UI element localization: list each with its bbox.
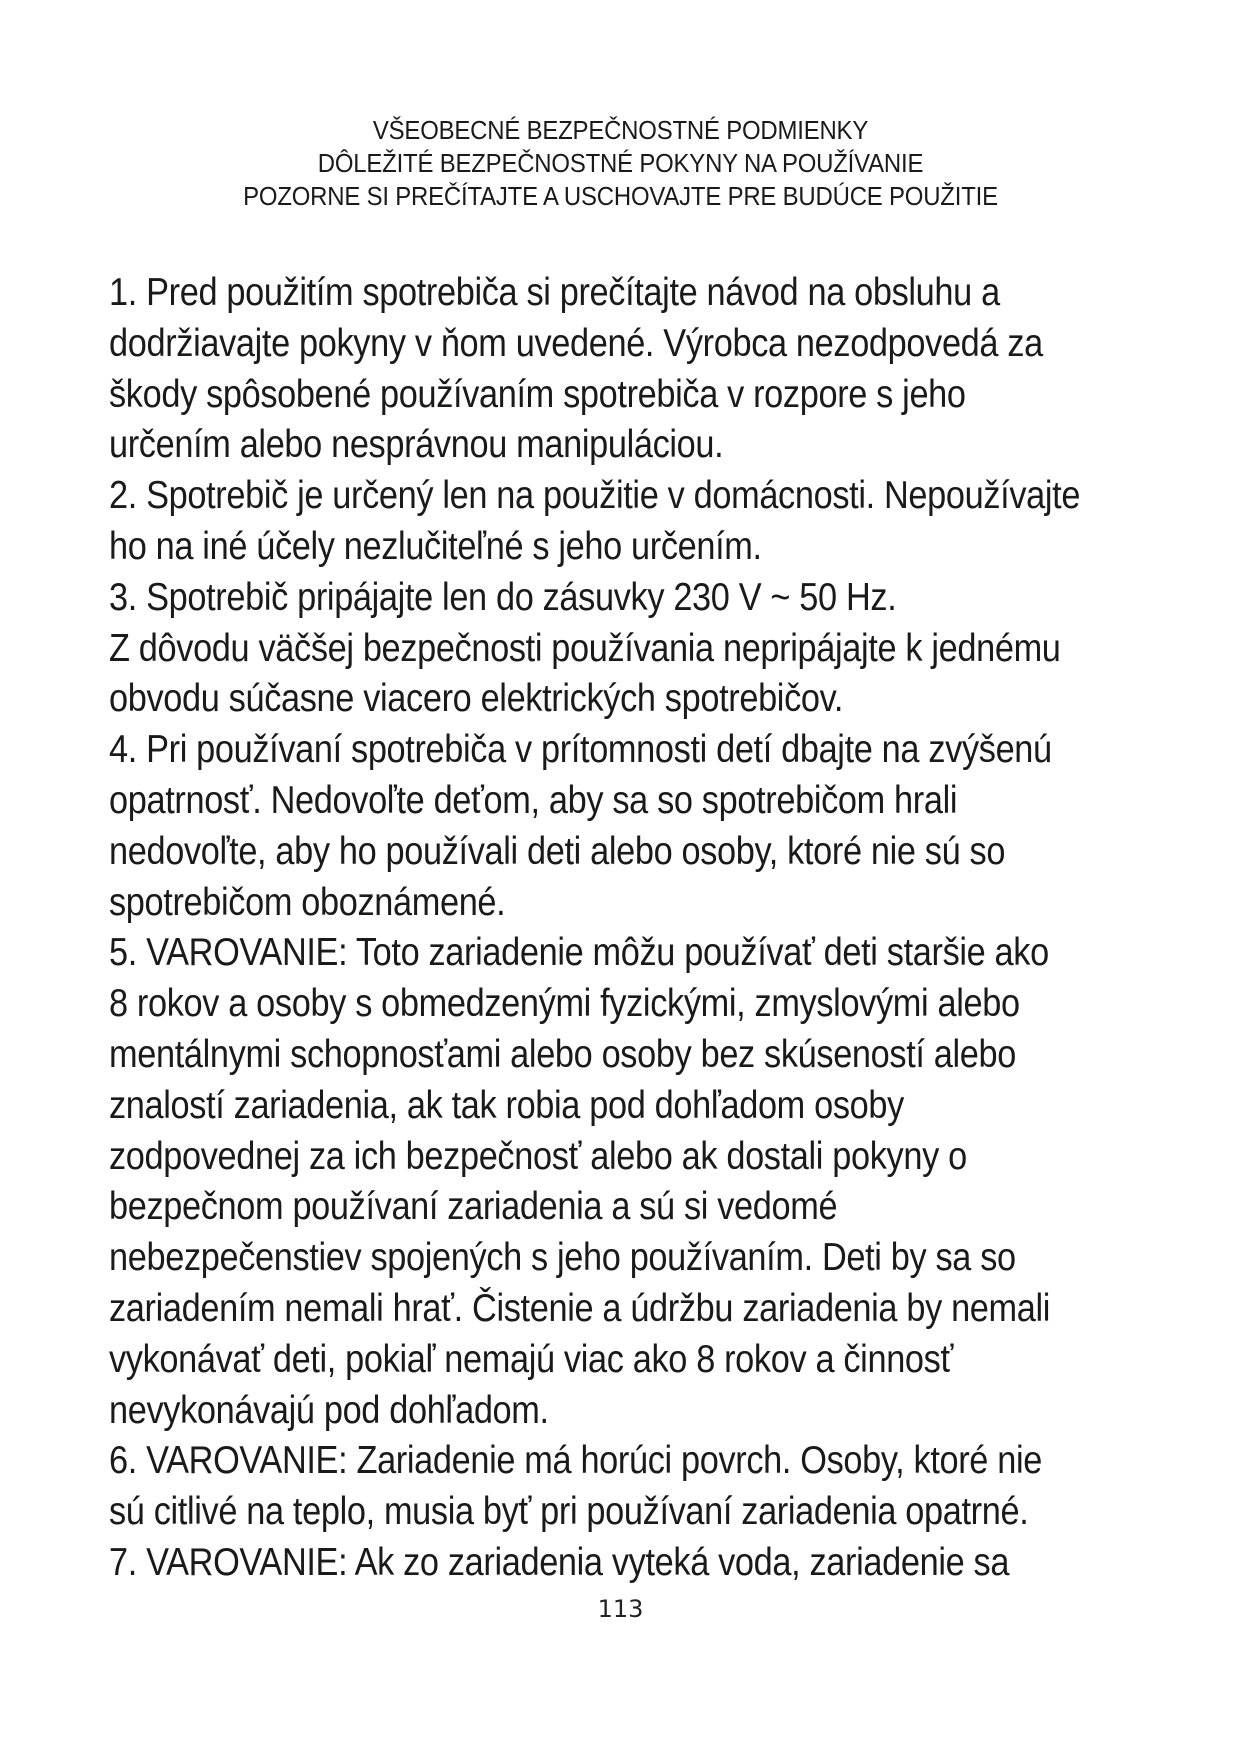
body-line: 6. VAROVANIE: Zariadenie má horúci povrch. Osoby, ktoré nie bbox=[109, 1439, 1042, 1483]
body-line: mentálnymi schopnosťami alebo osoby bez skúseností alebo bbox=[109, 1032, 1016, 1076]
heading-line-general-conditions: VŠEOBECNÉ BEZPEČNOSTNÉ PODMIENKY bbox=[372, 115, 869, 145]
body-line: vykonávať deti, pokiaľ nemajú viac ako 8 rokov a činnosť bbox=[109, 1337, 953, 1381]
heading-line-important-instructions: DÔLEŽITÉ BEZPEČNOSTNÉ POKYNY NA POUŽÍVANIE bbox=[317, 148, 924, 178]
body-line: nevykonávajú pod dohľadom. bbox=[109, 1388, 549, 1432]
safety-heading bbox=[50, 114, 1192, 213]
body-line: 5. VAROVANIE: Toto zariadenie môžu používať deti staršie ako bbox=[109, 931, 1049, 975]
body-line: škody spôsobené používaním spotrebiča v rozpore s jeho bbox=[109, 372, 966, 416]
body-line: dodržiavajte pokyny v ňom uvedené. Výrobca nezodpovedá za bbox=[109, 321, 1043, 365]
body-line: nebezpečenstiev spojených s jeho používaním. Deti by sa so bbox=[109, 1236, 1016, 1280]
body-line: zariadením nemali hrať. Čistenie a údržbu zariadenia by nemali bbox=[109, 1286, 1051, 1330]
body-line: ho na iné účely nezlučiteľné s jeho určením. bbox=[109, 524, 762, 568]
safety-instructions-body bbox=[109, 268, 1165, 1589]
body-line: spotrebičom oboznámené. bbox=[109, 880, 506, 924]
body-line: určením alebo nesprávnou manipuláciou. bbox=[109, 423, 724, 467]
body-line: 7. VAROVANIE: Ak zo zariadenia vyteká voda, zariadenie sa bbox=[109, 1540, 1010, 1584]
body-line: obvodu súčasne viacero elektrických spotrebičov. bbox=[109, 677, 844, 721]
heading-line-read-carefully: POZORNE SI PREČÍTAJTE A USCHOVAJTE PRE BUDÚCE POUŽITIE bbox=[243, 181, 998, 211]
body-line: nedovoľte, aby ho používali deti alebo osoby, ktoré nie sú so bbox=[109, 829, 1006, 873]
body-line: znalostí zariadenia, ak tak robia pod dohľadom osoby bbox=[109, 1083, 904, 1127]
page-number: 113 bbox=[597, 1595, 644, 1623]
body-line: 8 rokov a osoby s obmedzenými fyzickými, zmyslovými alebo bbox=[109, 982, 1020, 1026]
body-line: opatrnosť. Nedovoľte deťom, aby sa so spotrebičom hrali bbox=[109, 778, 958, 822]
body-line: 1. Pred použitím spotrebiča si prečítajte návod na obsluhu a bbox=[109, 271, 1000, 314]
body-line: bezpečnom používaní zariadenia a sú si vedomé bbox=[109, 1185, 838, 1229]
body-line: 4. Pri používaní spotrebiča v prítomnosti detí dbajte na zvýšenú bbox=[109, 728, 1052, 772]
body-line: 3. Spotrebič pripájajte len do zásuvky 230 V ~ 50 Hz. bbox=[109, 575, 897, 619]
body-line: sú citlivé na teplo, musia byť pri používaní zariadenia opatrné. bbox=[109, 1490, 1029, 1534]
body-line: zodpovednej za ich bezpečnosť alebo ak dostali pokyny o bbox=[109, 1134, 967, 1178]
body-line: 2. Spotrebič je určený len na použitie v domácnosti. Nepoužívajte bbox=[109, 474, 1081, 518]
body-line: Z dôvodu väčšej bezpečnosti používania nepripájajte k jednému bbox=[109, 626, 1061, 670]
